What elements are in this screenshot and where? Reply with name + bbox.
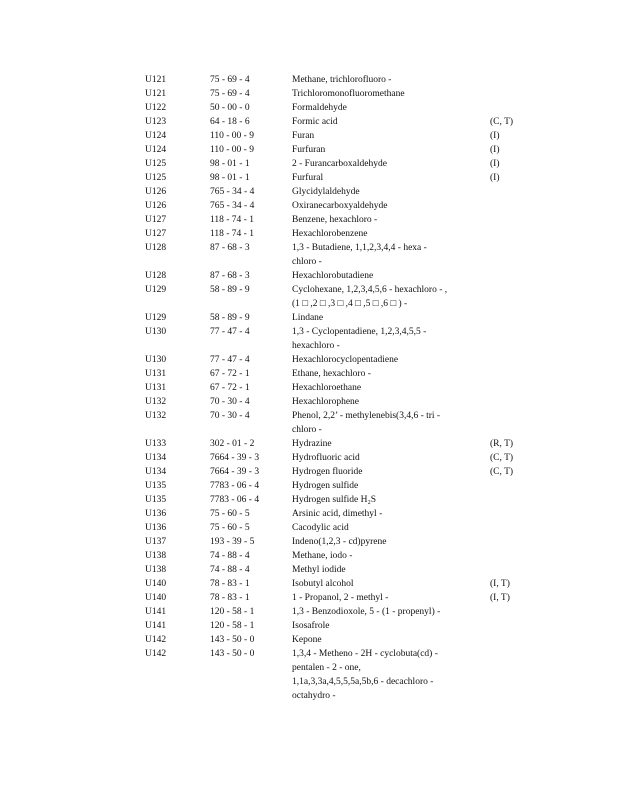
substance-name (292, 465, 362, 479)
waste-code: U122 (145, 103, 167, 113)
substance-name-line: Hexachlorobenzene (292, 229, 368, 239)
waste-code: U142 (145, 649, 167, 659)
substance-name (292, 241, 427, 269)
hazard-code: (I) (490, 145, 500, 155)
waste-code: U124 (145, 131, 167, 141)
substance-name-line: pentalen - 2 - one, (292, 663, 361, 673)
waste-code: U141 (145, 607, 167, 617)
waste-code: U138 (145, 565, 167, 575)
substance-name (292, 549, 352, 563)
waste-code: U137 (145, 537, 167, 547)
waste-code: U134 (145, 467, 167, 477)
cas-number: 64 - 18 - 6 (210, 117, 250, 127)
cas-number: 67 - 72 - 1 (210, 383, 250, 393)
substance-name-line: Methane, trichlorofluoro - (292, 75, 392, 85)
substance-name (292, 115, 338, 129)
substance-name (292, 577, 353, 591)
substance-name (292, 367, 371, 381)
cas-number: 50 - 00 - 0 (210, 103, 250, 113)
substance-name (292, 143, 325, 157)
substance-name (292, 493, 376, 507)
substance-name-line: Cacodylic acid (292, 523, 349, 533)
cas-number: 118 - 74 - 1 (210, 229, 254, 239)
cas-number: 302 - 01 - 2 (210, 439, 255, 449)
substance-name (292, 591, 388, 605)
substance-name-line: hexachloro - (292, 341, 340, 351)
substance-name-line: Indeno(1,2,3 - cd)pyrene (292, 537, 387, 547)
substance-name-line: Furfuran (292, 145, 326, 155)
cas-number: 67 - 72 - 1 (210, 369, 250, 379)
substance-name (292, 213, 377, 227)
waste-code: U125 (145, 159, 167, 169)
waste-code: U133 (145, 439, 167, 449)
waste-code: U138 (145, 551, 167, 561)
substance-name (292, 409, 440, 437)
substance-name (292, 605, 440, 619)
substance-name-line: Hydrazine (292, 439, 332, 449)
waste-code: U141 (145, 621, 167, 631)
substance-name (292, 521, 349, 535)
substance-name (292, 129, 314, 143)
substance-name-line: 1,3 - Cyclopentadiene, 1,2,3,4,5,5 - (292, 327, 427, 337)
substance-name (292, 451, 360, 465)
substance-name (292, 311, 323, 325)
waste-code: U142 (145, 635, 167, 645)
substance-name-line: 1,1a,3,3a,4,5,5,5a,5b,6 - decachloro - (292, 677, 434, 687)
substance-name-line: octahydro - (292, 691, 336, 701)
cas-number: 118 - 74 - 1 (210, 215, 254, 225)
substance-name-line: Furan (292, 131, 315, 141)
substance-name (292, 353, 398, 367)
cas-number: 110 - 00 - 9 (210, 145, 254, 155)
cas-number: 77 - 47 - 4 (210, 355, 250, 365)
substance-name (292, 101, 347, 115)
cas-number: 143 - 50 - 0 (210, 635, 255, 645)
substance-name-line: Hexachlorophene (292, 397, 359, 407)
hazard-code: (I) (490, 173, 500, 183)
substance-name (292, 87, 405, 101)
substance-name-line: Oxiranecarboxyaldehyde (292, 201, 388, 211)
waste-code: U131 (145, 383, 167, 393)
cas-number: 87 - 68 - 3 (210, 243, 250, 253)
waste-code: U129 (145, 313, 167, 323)
substance-name (292, 283, 447, 311)
substance-name (292, 563, 346, 577)
substance-name-line: Hydrogen sulfide H₂S (292, 495, 377, 505)
substance-name-line: Isobutyl alcohol (292, 579, 354, 589)
cas-number: 75 - 69 - 4 (210, 89, 250, 99)
cas-number: 110 - 00 - 9 (210, 131, 254, 141)
substance-name-line: Hydrogen fluoride (292, 467, 363, 477)
cas-number: 74 - 88 - 4 (210, 565, 250, 575)
cas-number: 98 - 01 - 1 (210, 173, 250, 183)
cas-number: 7664 - 39 - 3 (210, 453, 260, 463)
cas-number: 58 - 89 - 9 (210, 313, 250, 323)
substance-name (292, 269, 373, 283)
cas-number: 143 - 50 - 0 (210, 649, 255, 659)
waste-code: U130 (145, 327, 167, 337)
hazard-code: (I) (490, 159, 500, 169)
substance-name-line: Phenol, 2,2’ - methylenebis(3,4,6 - tri - (292, 411, 441, 421)
substance-name (292, 171, 323, 185)
substance-name (292, 619, 329, 633)
waste-code: U132 (145, 397, 167, 407)
cas-number: 7664 - 39 - 3 (210, 467, 260, 477)
substance-name-line: Methyl iodide (292, 565, 346, 575)
substance-name-line: Benzene, hexachloro - (292, 215, 378, 225)
cas-number: 120 - 58 - 1 (210, 621, 255, 631)
substance-name-line: Glycidylaldehyde (292, 187, 360, 197)
substance-name (292, 381, 361, 395)
cas-number: 87 - 68 - 3 (210, 271, 250, 281)
substance-name (292, 199, 387, 213)
waste-code: U132 (145, 411, 167, 421)
substance-name-line: Hexachlorocyclopentadiene (292, 355, 399, 365)
substance-name (292, 479, 358, 493)
cas-number: 74 - 88 - 4 (210, 551, 250, 561)
substance-name-line: chloro - (292, 257, 322, 267)
cas-number: 75 - 69 - 4 (210, 75, 250, 85)
hazard-code: (I, T) (490, 579, 510, 589)
waste-code: U135 (145, 495, 167, 505)
cas-number: 70 - 30 - 4 (210, 397, 250, 407)
waste-code: U134 (145, 453, 167, 463)
cas-number: 7783 - 06 - 4 (210, 495, 260, 505)
waste-code: U124 (145, 145, 167, 155)
substance-name (292, 157, 387, 171)
cas-number: 193 - 39 - 5 (210, 537, 255, 547)
substance-name-line: 1 - Propanol, 2 - methyl - (292, 593, 389, 603)
waste-code: U135 (145, 481, 167, 491)
substance-name-line: 1,3,4 - Metheno - 2H - cyclobuta(cd) - (292, 649, 438, 659)
substance-name-line: Trichloromonofluoromethane (292, 89, 405, 99)
substance-name (292, 185, 360, 199)
waste-code: U140 (145, 593, 167, 603)
substance-name-line: Isosafrole (292, 621, 330, 631)
substance-name-line: Hydrofluoric acid (292, 453, 360, 463)
hazard-code: (C, T) (490, 467, 514, 477)
waste-code: U136 (145, 523, 167, 533)
substance-name-line: Hexachloroethane (292, 383, 362, 393)
waste-code: U128 (145, 271, 167, 281)
hazard-code: (C, T) (490, 117, 514, 127)
waste-code: U128 (145, 243, 167, 253)
substance-name (292, 325, 426, 353)
hazard-code: (C, T) (490, 453, 514, 463)
hazard-code: (R, T) (490, 439, 514, 449)
substance-name-line: (1 □ ,2 □ ,3 □ ,4 □ ,5 □ ,6 □ ) - (292, 299, 408, 309)
substance-name-line: 2 - Furancarboxaldehyde (292, 159, 387, 169)
substance-name-line: chloro - (292, 425, 322, 435)
cas-number: 120 - 58 - 1 (210, 607, 255, 617)
cas-number: 7783 - 06 - 4 (210, 481, 260, 491)
cas-number: 78 - 83 - 1 (210, 579, 250, 589)
waste-code: U125 (145, 173, 167, 183)
waste-code: U140 (145, 579, 167, 589)
cas-number: 98 - 01 - 1 (210, 159, 250, 169)
waste-code: U130 (145, 355, 167, 365)
substance-name-line: Arsinic acid, dimethyl - (292, 509, 383, 519)
waste-code: U127 (145, 229, 167, 239)
substance-name-line: Cyclohexane, 1,2,3,4,5,6 - hexachloro - , (292, 285, 448, 295)
substance-name (292, 437, 332, 451)
waste-code: U123 (145, 117, 167, 127)
substance-name (292, 647, 438, 703)
substance-name-line: Formaldehyde (292, 103, 347, 113)
waste-code: U121 (145, 89, 167, 99)
substance-name (292, 507, 382, 521)
substance-name (292, 73, 391, 87)
waste-code: U126 (145, 201, 167, 211)
hazard-code: (I, T) (490, 593, 510, 603)
substance-name-line: 1,3 - Benzodioxole, 5 - (1 - propenyl) - (292, 607, 441, 617)
cas-number: 75 - 60 - 5 (210, 509, 250, 519)
cas-number: 765 - 34 - 4 (210, 201, 255, 211)
substance-name-line: Furfural (292, 173, 324, 183)
waste-code: U131 (145, 369, 167, 379)
waste-code: U127 (145, 215, 167, 225)
waste-code: U121 (145, 75, 167, 85)
substance-name (292, 395, 359, 409)
waste-code: U126 (145, 187, 167, 197)
cas-number: 70 - 30 - 4 (210, 411, 250, 421)
substance-name-line: Ethane, hexachloro - (292, 369, 371, 379)
substance-name (292, 227, 367, 241)
cas-number: 78 - 83 - 1 (210, 593, 250, 603)
cas-number: 765 - 34 - 4 (210, 187, 255, 197)
substance-name (292, 535, 386, 549)
substance-name-line: 1,3 - Butadiene, 1,1,2,3,4,4 - hexa - (292, 243, 427, 253)
substance-name-line: Hydrogen sulfide (292, 481, 359, 491)
substance-name-line: Lindane (292, 313, 324, 323)
substance-name-line: Hexachlorobutadiene (292, 271, 374, 281)
waste-code: U136 (145, 509, 167, 519)
substance-name (292, 633, 322, 647)
substance-name-line: Kepone (292, 635, 322, 645)
cas-number: 77 - 47 - 4 (210, 327, 250, 337)
substance-name-line: Methane, iodo - (292, 551, 353, 561)
cas-number: 75 - 60 - 5 (210, 523, 250, 533)
substance-name-line: Formic acid (292, 117, 338, 127)
cas-number: 58 - 89 - 9 (210, 285, 250, 295)
hazard-code: (I) (490, 131, 500, 141)
waste-code: U129 (145, 285, 167, 295)
